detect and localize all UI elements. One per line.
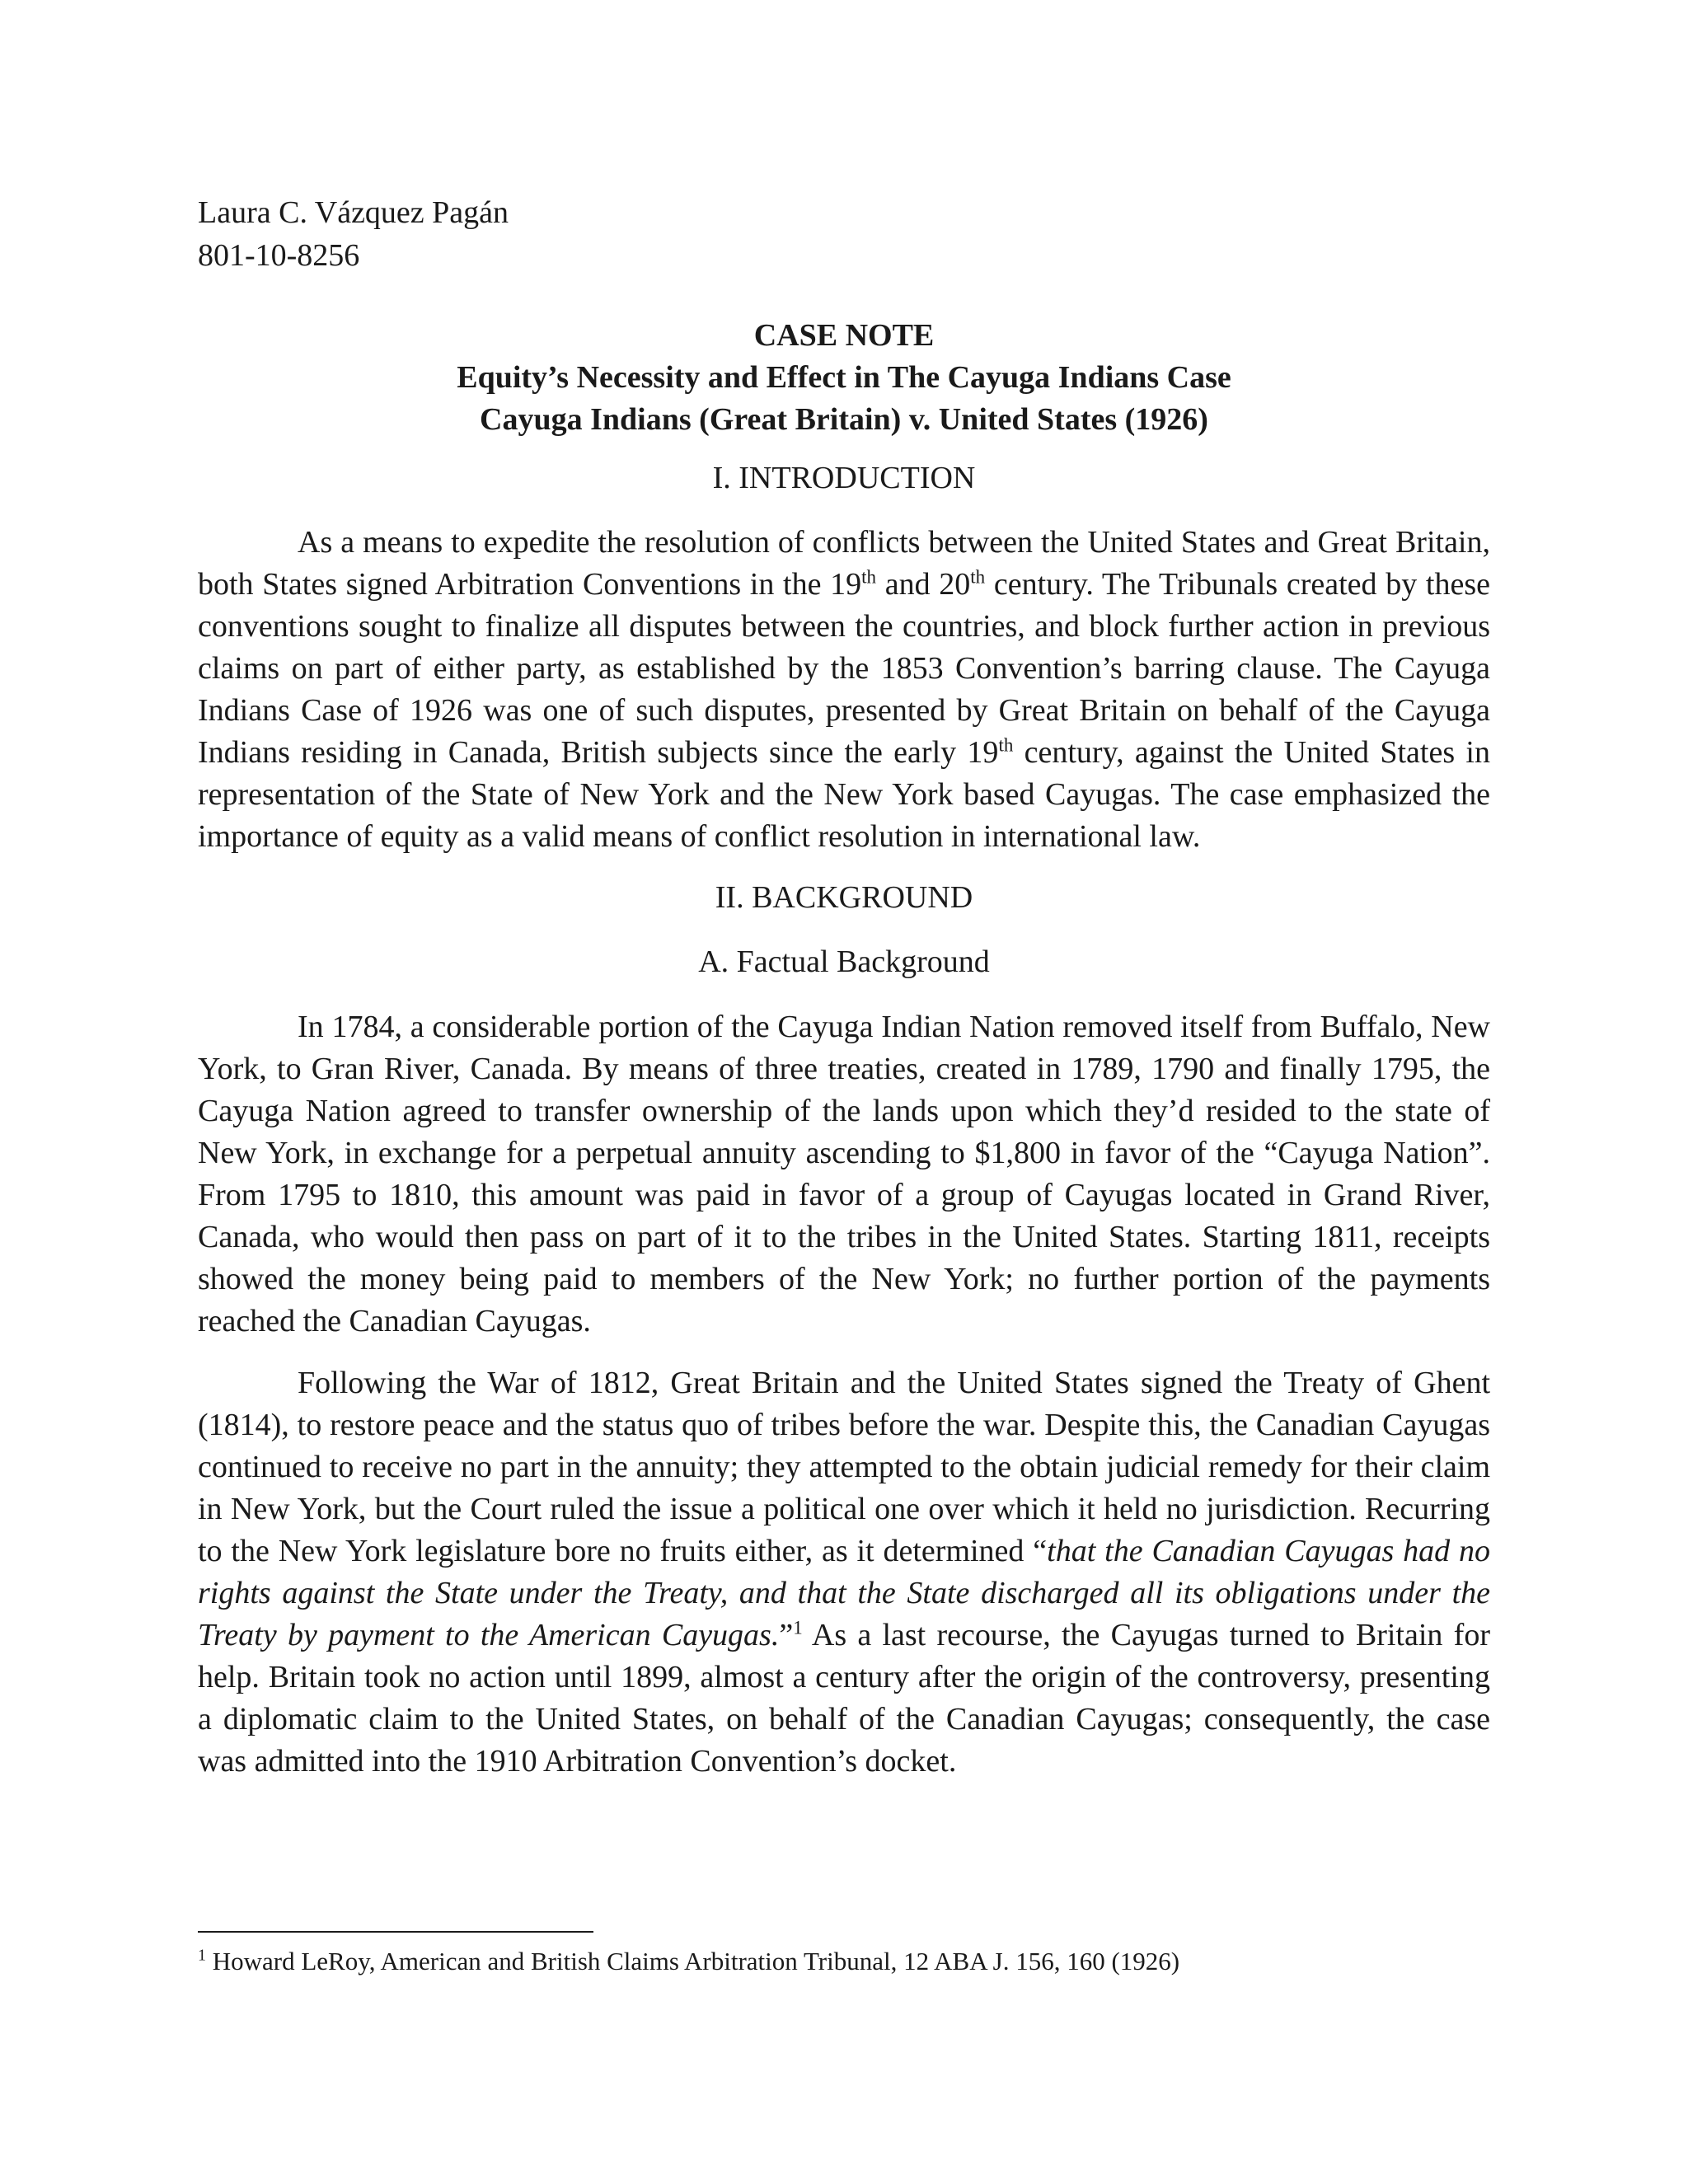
background-heading: II. BACKGROUND (715, 880, 973, 915)
intro-text-4: century, against the United States in representation of the State of New York and the New York based Cayugas. The case emphasized the importance of equity as a valid means of conflict resolution in international law. (198, 735, 1490, 854)
case-subtitle: Cayuga Indians (Great Britain) v. United States (1926) (480, 402, 1208, 437)
intro-text-3: century. The Tribunals created by these conventions sought to finalize all disputes between the countries, and block further action in previous claims on part of either party, as established by the 1853 Convention’s barring clause. The Cayuga Indians Case of 1926 was one of such disputes, presented by Great Britain on behalf of the Cayuga Indians residing in Canada, British subjects since the early 19 (198, 567, 1490, 770)
title-block (198, 315, 1490, 441)
factual-paragraph-1: In 1784, a considerable portion of the Cayuga Indian Nation removed itself from Buffalo, New York, to Gran River, Canada. By means of three treaties, created in 1789, 1790 and finally 1795, the Cayuga Nation agreed to transfer ownership of the lands upon which they’d resided to the state of New York, in exchange for a perpetual annuity ascending to $1,800 in favor of the “Cayuga Nation”. From 1795 to 1810, this amount was paid in favor of a group of Cayugas located in Grand River, Canada, who would then pass on part of it to the tribes in the United States. Starting 1811, receipts showed the money being paid to members of the New York; no further portion of the payments reached the Canadian Cayugas. (198, 1010, 1490, 1338)
introduction-paragraph (198, 522, 1490, 858)
case-note-label: CASE NOTE (753, 318, 935, 353)
intro-text-1: As a means to expedite the resolution of conflicts between the United States and Great Britain, both States signed Arbitration Conventions in the 19 (198, 525, 1490, 602)
factual-paragraph-2 (198, 1362, 1490, 1783)
main-title: Equity’s Necessity and Effect in The Cayuga Indians Case (457, 360, 1231, 395)
intro-sup-3: th (998, 734, 1014, 756)
introduction-heading: I. INTRODUCTION (712, 461, 976, 495)
author-block (198, 191, 509, 277)
factual-2-text-2: As a last recourse, the Cayugas turned to Britain for help. Britain took no action until 1899, almost a century after the origin of the controversy, presenting a diplomatic claim to the United States, on behalf of the Canadian Cayugas; consequently, the case was admitted into the 1910 Arbitration Convention’s docket. (198, 1618, 1490, 1779)
intro-text-2: and 20 (876, 567, 971, 602)
factual-background-heading: A. Factual Background (698, 944, 990, 979)
footnote-divider (198, 1931, 593, 1933)
quote-close: ” (779, 1618, 794, 1652)
footnote-text: Howard LeRoy, American and British Claims Arbitration Tribunal, 12 ABA J. 156, 160 (1926) (206, 1947, 1180, 1975)
footnote (198, 1943, 1179, 1980)
footnote-reference[interactable]: 1 (793, 1617, 803, 1638)
author-name: Laura C. Vázquez Pagán (198, 195, 509, 230)
legislature-quote: that the Canadian Cayugas had no rights against the State under the Treaty, and that the State discharged all its obligations under the Treaty by payment to the American Cayugas. (198, 1534, 1490, 1652)
factual-2-text-1: Following the War of 1812, Great Britain and the United States signed the Treaty of Ghent (1814), to restore peace and the status quo of tribes before the war. Despite this, the Canadian Cayugas continued to receive no part in the annuity; they attempted to the obtain judicial remedy for their claim in New York, but the Court ruled the issue a political one over which it held no jurisdiction. Recurring to the New York legislature bore no fruits either, as it determined “ (198, 1366, 1490, 1568)
author-id: 801-10-8256 (198, 238, 360, 273)
intro-sup-1: th (861, 566, 877, 588)
intro-sup-2: th (970, 566, 986, 588)
footnote-number: 1 (198, 1946, 206, 1965)
